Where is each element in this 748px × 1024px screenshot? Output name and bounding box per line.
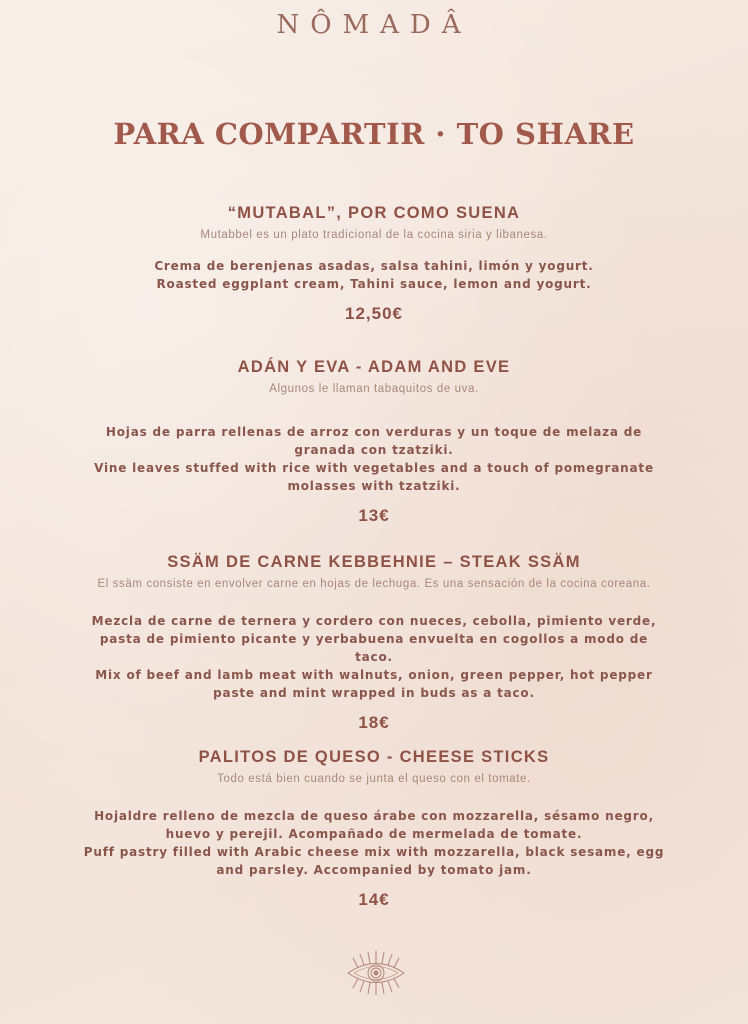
menu-item — [60, 358, 688, 526]
item-tagline: Mutabbel es un plato tradicional de la cocina siria y libanesa. — [200, 229, 548, 241]
item-price: 18€ — [358, 713, 390, 732]
item-name: “MUTABAL”, POR COMO SUENA — [227, 204, 521, 222]
item-description-es: Hojas de parra rellenas de arroz con verduras y un toque de melaza de granada con tzatziki. — [105, 425, 643, 457]
item-description-en: Roasted eggplant cream, Tahini sauce, lemon and yogurt. — [156, 277, 592, 291]
section-title: PARA COMPARTIR · TO SHARE — [113, 117, 635, 151]
eye-icon — [344, 948, 408, 998]
item-name: PALITOS DE QUESO - CHEESE STICKS — [198, 748, 550, 766]
item-description-en: Puff pastry filled with Arabic cheese mix with mozzarella, black sesame, egg and parsley. Accompanied by tomato jam. — [83, 845, 665, 877]
item-tagline: Algunos le llaman tabaquitos de uva. — [269, 383, 479, 395]
item-tagline: Todo está bien cuando se junta el queso con el tomate. — [217, 773, 531, 785]
brand-logo: NÔMADÂ — [276, 10, 472, 40]
item-description-en: Vine leaves stuffed with rice with vegetables and a touch of pomegranate molasses with tzatziki. — [94, 461, 654, 493]
item-name: ADÁN Y EVA - ADAM AND EVE — [237, 358, 511, 376]
item-tagline: El ssäm consiste en envolver carne en hojas de lechuga. Es una sensación de la cocina coreana. — [97, 578, 651, 590]
item-name: SSÄM DE CARNE KEBBEHNIE – STEAK SSÄM — [167, 553, 581, 571]
menu-item — [60, 553, 688, 733]
item-description-en: Mix of beef and lamb meat with walnuts, onion, green pepper, hot pepper paste and mint wrapped in buds as a taco. — [95, 668, 653, 700]
menu-item — [60, 748, 688, 910]
item-price: 13€ — [358, 506, 390, 525]
menu-item — [60, 204, 688, 324]
item-price: 12,50€ — [345, 304, 403, 323]
item-description-es: Crema de berenjenas asadas, salsa tahini, limón y yogurt. — [154, 259, 594, 273]
item-price: 14€ — [358, 890, 390, 909]
item-description-es: Mezcla de carne de ternera y cordero con nueces, cebolla, pimiento verde, pasta de pimiento picante y yerbabuena envuelta en cogollos a modo de taco. — [91, 614, 657, 664]
item-description-es: Hojaldre relleno de mezcla de queso árabe con mozzarella, sésamo negro, huevo y perejil. Acompañado de mermelada de tomate. — [94, 809, 654, 841]
